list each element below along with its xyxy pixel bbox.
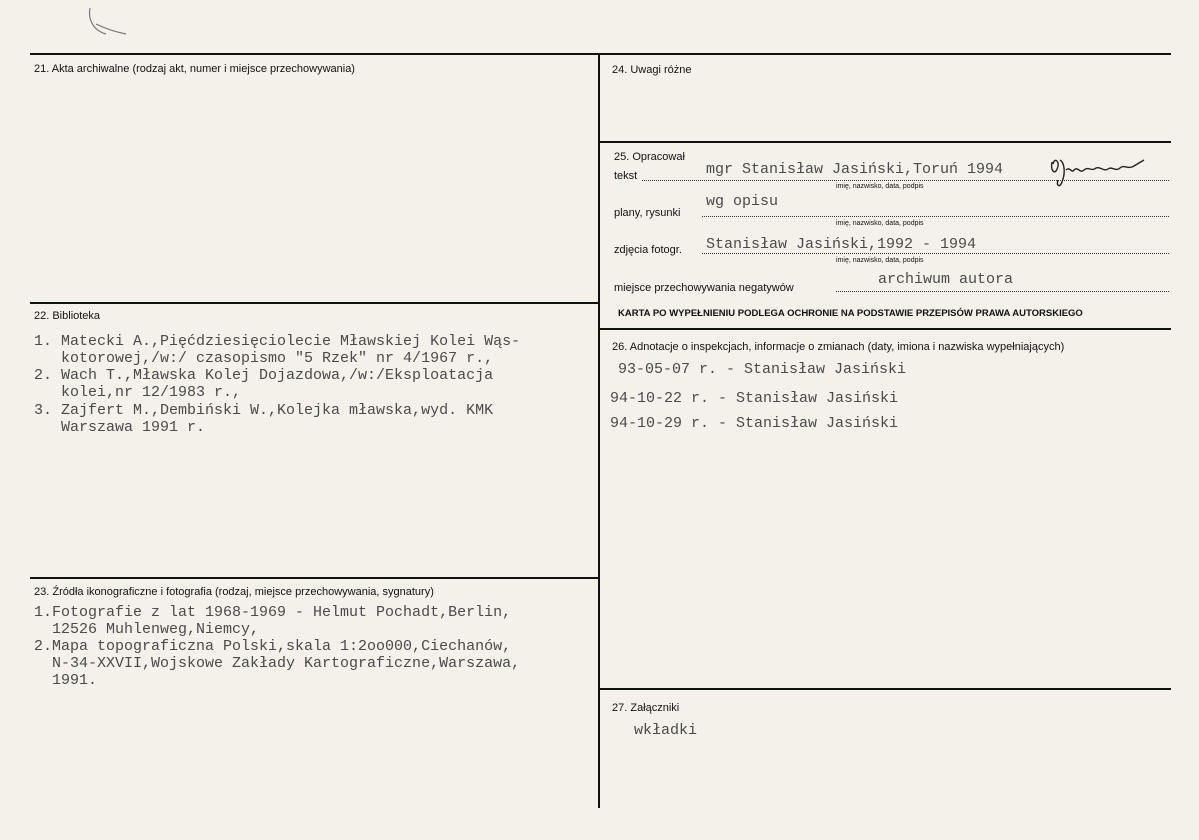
rule-26-27 [600,688,1171,690]
plany-label: plany, rysunki [614,207,681,219]
signature-image [1048,152,1148,192]
biblioteka-line-3: 2. Wach T.,Mławska Kolej Dojazdowa,/w:/Eksploatacja [34,367,494,384]
zrodla-line-1: 1.Fotografie z lat 1968-1969 - Helmut Pochadt,Berlin, [34,604,512,621]
rule-22-23 [30,577,598,579]
negatywy-dots [836,291,1169,292]
zdjecia-label: zdjęcia fotogr. [614,244,682,256]
plany-value: wg opisu [706,193,779,210]
tekst-value: mgr Stanisław Jasiński,Toruń 1994 [706,161,1004,178]
corner-mark [82,4,132,44]
biblioteka-line-2: kotorowej,/w:/ czasopismo "5 Rzek" nr 4/1967 r., [34,350,494,367]
zrodla-line-4: N-34-XXVII,Wojskowe Zakłady Kartograficzne,Warszawa, [34,655,521,672]
negatywy-value: archiwum autora [878,271,1014,288]
section-21-title: 21. Akta archiwalne (rodzaj akt, numer i miejsce przechowywania) [34,63,355,75]
rule-25-26 [600,328,1171,330]
adnotacja-entry-1: 93-05-07 r. - Stanisław Jasiński [618,361,907,378]
biblioteka-line-5: 3. Zajfert M.,Dembiński W.,Kolejka mławska,wyd. KMK [34,402,494,419]
tekst-caption: imię, nazwisko, data, podpis [836,183,924,190]
center-divider [598,53,600,808]
zdjecia-value: Stanisław Jasiński,1992 - 1994 [706,236,977,253]
plany-dots [702,216,1169,217]
adnotacja-entry-2: 94-10-22 r. - Stanisław Jasiński [610,390,899,407]
top-rule [30,53,1171,55]
zdjecia-caption: imię, nazwisko, data, podpis [836,257,924,264]
section-24-title: 24. Uwagi różne [612,64,692,76]
copyright-notice: KARTA PO WYPEŁNIENIU PODLEGA OCHRONIE NA PODSTAWIE PRZEPISÓW PRAWA AUTORSKIEGO [618,308,1083,319]
section-25-title: 25. Opracował [614,151,685,163]
negatywy-label: miejsce przechowywania negatywów [614,282,794,294]
zrodla-line-5: 1991. [34,672,98,689]
biblioteka-line-6: Warszawa 1991 r. [34,419,206,436]
section-22-title: 22. Biblioteka [34,310,101,322]
rule-24-25 [600,141,1171,143]
adnotacja-entry-3: 94-10-29 r. - Stanisław Jasiński [610,415,899,432]
plany-caption: imię, nazwisko, data, podpis [836,220,924,227]
section-27-title: 27. Załączniki [612,702,680,714]
zdjecia-dots [702,253,1169,254]
zrodla-line-3: 2.Mapa topograficzna Polski,skala 1:2oo000,Ciechanów, [34,638,512,655]
zalaczniki-value: wkładki [634,722,698,739]
rule-21-22 [30,302,598,304]
section-26-title: 26. Adnotacje o inspekcjach, informacje o zmianach (daty, imiona i nazwiska wypełniających) [612,341,1065,353]
zrodla-line-2: 12526 Muhlenweg,Niemcy, [34,621,260,638]
section-23-title: 23. Źródła ikonograficzne i fotografia (rodzaj, miejsce przechowywania, sygnatury) [34,586,434,598]
biblioteka-line-4: kolei,nr 12/1983 r., [34,384,242,401]
tekst-label: tekst [614,170,638,182]
biblioteka-line-1: 1. Matecki A.,Pięćdziesięciolecie Mławskiej Kolei Wąs- [34,333,521,350]
